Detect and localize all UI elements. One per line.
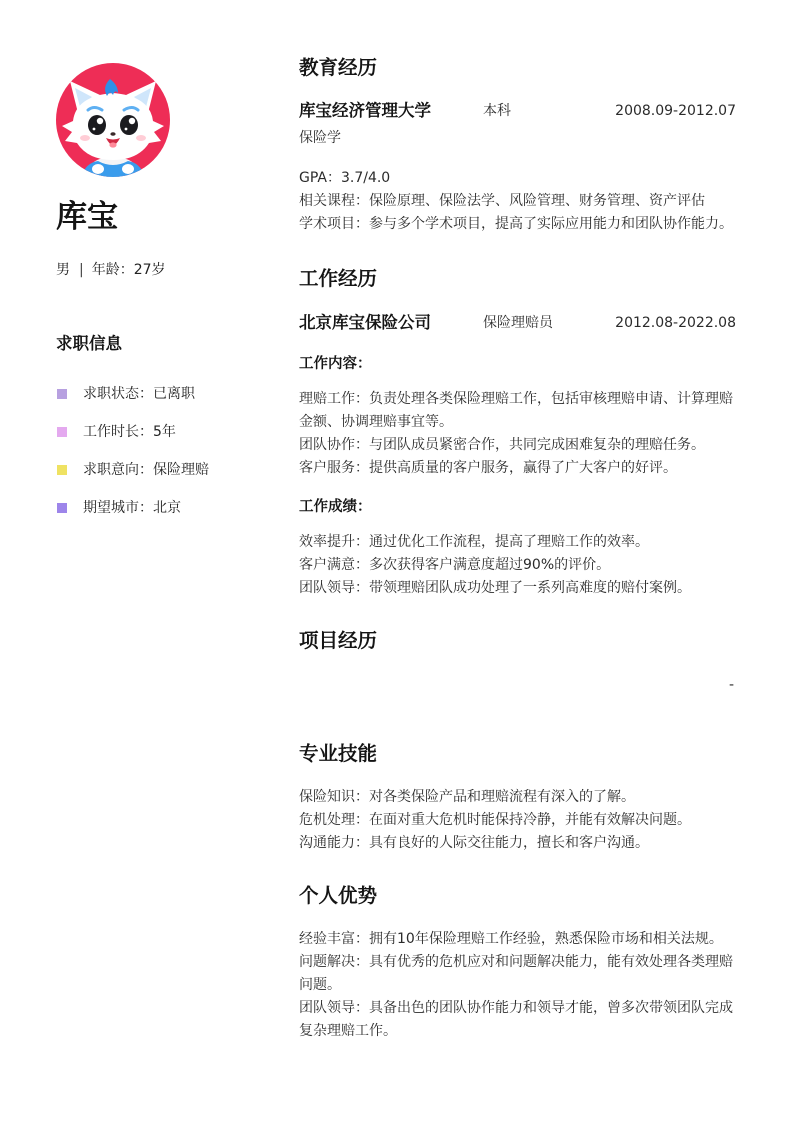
job-intent-heading: 求职信息 [56, 334, 122, 353]
job-status-item [56, 384, 276, 404]
skills-section [299, 740, 737, 855]
education-period: 2008.09-2012.07 [615, 103, 736, 119]
job-intention-item [56, 460, 276, 480]
job-position: 保险理赔员 [483, 315, 553, 331]
candidate-name: 库宝 [56, 199, 118, 235]
job-intent-list [56, 384, 276, 536]
advantage-line: 团队领导：具备出色的团队协作能力和领导才能，曾多次带领团队完成复杂理赔工作。 [299, 999, 733, 1039]
work-years-item [56, 422, 276, 442]
skill-line: 危机处理：在面对重大危机时能保持冷静，并能有效解决问题。 [299, 811, 691, 828]
achievement-line: 效率提升：通过优化工作流程，提高了理赔工作的效率。 [299, 533, 649, 550]
advantage-line: 经验丰富：拥有10年保险理赔工作经验，熟悉保险市场和相关法规。 [299, 930, 723, 947]
advantage-line: 问题解决：具有优秀的危机应对和问题解决能力，能有效处理各类理赔问题。 [299, 953, 733, 993]
work-content-list [299, 388, 737, 480]
education-entry-header [299, 99, 737, 123]
company-name: 北京库宝保险公司 [299, 313, 431, 332]
work-achievements-list [299, 531, 737, 600]
education-detail-line: GPA：3.7/4.0 [299, 169, 391, 186]
job-intention-value: 保险理赔 [153, 462, 209, 478]
bullet-square [57, 465, 67, 475]
education-heading: 教育经历 [299, 56, 378, 79]
bullet-square [57, 503, 67, 513]
work-achievements-heading: 工作成绩： [299, 498, 372, 515]
bullet-square [57, 427, 67, 437]
advantages-section [299, 882, 737, 1043]
work-content-line: 团队协作：与团队成员紧密合作，共同完成困难复杂的理赔任务。 [299, 436, 705, 453]
bullet-square [57, 389, 67, 399]
desired-city-value: 北京 [153, 500, 181, 516]
work-years-value: 5年 [153, 424, 176, 440]
education-section [299, 54, 737, 236]
skill-line: 保险知识：对各类保险产品和理赔流程有深入的了解。 [299, 788, 635, 805]
work-content-line: 客户服务：提供高质量的客户服务，赢得了广大客户的好评。 [299, 459, 677, 476]
desired-city-item [56, 498, 276, 518]
job-intention-label: 求职意向： [83, 462, 153, 478]
skills-list [299, 786, 737, 855]
avatar [56, 63, 170, 177]
info-separator: | [79, 262, 84, 278]
work-content-heading: 工作内容： [299, 355, 372, 372]
skill-line: 沟通能力：具有良好的人际交往能力，擅长和客户沟通。 [299, 834, 649, 851]
job-status-label: 求职状态： [83, 386, 153, 402]
work-section [299, 265, 737, 600]
work-period: 2012.08-2022.08 [615, 315, 736, 331]
age: 年龄：27岁 [91, 262, 166, 278]
education-detail-line: 学术项目：参与多个学术项目，提高了实际应用能力和团队协作能力。 [299, 215, 733, 232]
education-details [299, 167, 737, 236]
skills-heading: 专业技能 [299, 742, 378, 765]
desired-city-label: 期望城市： [83, 500, 153, 516]
major: 保险学 [299, 129, 341, 146]
degree: 本科 [483, 103, 511, 119]
work-entry-header [299, 311, 737, 335]
projects-heading: 项目经历 [299, 629, 378, 652]
advantages-list [299, 928, 737, 1043]
education-detail-line: 相关课程：保险原理、保险法学、风险管理、财务管理、资产评估 [299, 192, 705, 209]
gender: 男 [56, 262, 70, 278]
project-empty-placeholder: - [728, 676, 734, 693]
work-years-label: 工作时长： [83, 424, 153, 440]
work-heading: 工作经历 [299, 267, 378, 290]
basic-info [56, 260, 166, 280]
school-name: 库宝经济管理大学 [299, 101, 431, 120]
job-status-value: 已离职 [153, 386, 195, 402]
achievement-line: 客户满意：多次获得客户满意度超过90%的评价。 [299, 556, 611, 573]
advantages-heading: 个人优势 [299, 884, 378, 907]
work-content-line: 理赔工作：负责处理各类保险理赔工作，包括审核理赔申请、计算理赔金额、协调理赔事宜等。 [299, 390, 733, 430]
projects-section [299, 627, 737, 697]
achievement-line: 团队领导：带领理赔团队成功处理了一系列高难度的赔付案例。 [299, 579, 691, 596]
